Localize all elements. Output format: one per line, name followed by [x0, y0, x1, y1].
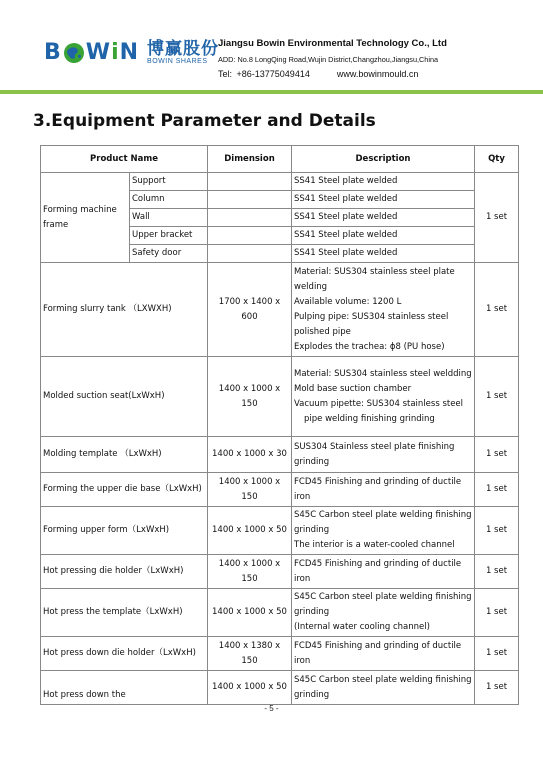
qty-cell: 1 set — [475, 555, 519, 589]
qty-cell: 1 set — [475, 589, 519, 637]
table-row — [41, 589, 519, 637]
header-divider — [0, 90, 543, 94]
description-cell: S45C Carbon steel plate welding finishing grinding — [292, 671, 475, 705]
qty-cell: 1 set — [475, 263, 519, 357]
table-row — [41, 473, 519, 507]
description-cell: SS41 Steel plate welded — [292, 173, 475, 191]
logo-chinese-name: 博赢股份 BOWIN SHARES — [147, 39, 220, 65]
description-cell: SS41 Steel plate welded — [292, 209, 475, 227]
description-line: S45C Carbon steel plate welding finishing grinding — [294, 510, 472, 535]
dimension-cell: 1400 x 1000 x 150 — [208, 473, 292, 507]
table-header-row — [41, 146, 519, 173]
part-cell: Wall — [130, 209, 208, 227]
part-cell: Safety door — [130, 245, 208, 263]
description-line: Available volume: 1200 L — [294, 296, 402, 307]
description-line: The interior is a water-cooled channel — [294, 540, 455, 550]
table-row — [41, 357, 519, 437]
company-name: Jiangsu Bowin Environmental Technology Co., Ltd — [218, 38, 447, 49]
description-line: Mold base suction chamber — [294, 383, 412, 394]
product-name-cell: Molding template （LxWxH) — [41, 437, 208, 473]
dimension-cell — [208, 191, 292, 209]
qty-cell: 1 set — [475, 357, 519, 437]
table-row — [41, 263, 519, 357]
header-dimension: Dimension — [208, 146, 292, 173]
product-name-cell: Hot press the template（LxWxH) — [41, 589, 208, 637]
company-address: ADD: No.8 LongQing Road,Wujin District,Changzhou,Jiangsu,China — [218, 55, 439, 64]
part-cell: Column — [130, 191, 208, 209]
qty-cell: 1 set — [475, 671, 519, 705]
description-line: Material: SUS304 stainless steel weldding — [294, 368, 472, 379]
qty-cell: 1 set — [475, 173, 519, 263]
website-link[interactable]: www.bowinmould.cn — [336, 69, 419, 79]
product-name-cell: Forming upper form（LxWxH) — [41, 507, 208, 555]
product-name-cell: Molded suction seat(LxWxH) — [41, 357, 208, 437]
description-line: Pulping pipe: SUS304 stainless steel polished pipe — [294, 311, 449, 337]
part-cell: Upper bracket — [130, 227, 208, 245]
table-row — [41, 671, 519, 705]
description-cell: FCD45 Finishing and grinding of ductile iron — [292, 555, 475, 589]
description-cell: SUS304 Stainless steel plate finishing grinding — [292, 437, 475, 473]
dimension-cell: 1400 x 1000 x 30 — [208, 437, 292, 473]
part-cell: Support — [130, 173, 208, 191]
dimension-cell — [208, 209, 292, 227]
qty-cell: 1 set — [475, 473, 519, 507]
logo-letters-win: WiN — [85, 40, 140, 65]
dimension-cell: 1400 x 1000 x 50 — [208, 507, 292, 555]
dimension-cell: 1400 x 1000 x 150 — [208, 555, 292, 589]
dimension-cell: 1400 x 1000 x 50 — [208, 589, 292, 637]
product-name-cell: Hot pressing die holder（LxWxH) — [41, 555, 208, 589]
description-line: S45C Carbon steel plate welding finishing grinding — [294, 592, 472, 617]
dimension-cell: 1400 x 1000 x 150 — [208, 357, 292, 437]
header-qty: Qty — [475, 146, 519, 173]
table-row — [41, 173, 519, 191]
qty-cell: 1 set — [475, 637, 519, 671]
description-cell: SS41 Steel plate welded — [292, 245, 475, 263]
dimension-cell: 1400 x 1000 x 50 — [208, 671, 292, 705]
company-logo — [44, 40, 219, 65]
dimension-cell — [208, 245, 292, 263]
description-cell: SS41 Steel plate welded — [292, 227, 475, 245]
page-number: - 5 - — [264, 704, 279, 713]
dimension-cell: 1400 x 1380 x 150 — [208, 637, 292, 671]
header-description: Description — [292, 146, 475, 173]
description-cell — [292, 589, 475, 637]
equipment-table — [40, 145, 519, 705]
product-name-cell: Forming machine frame — [41, 173, 130, 263]
table-row — [41, 507, 519, 555]
table-row — [41, 437, 519, 473]
contact-line — [218, 69, 418, 79]
description-cell — [292, 357, 475, 437]
header-product-name: Product Name — [41, 146, 208, 173]
description-line: pipe welding finishing grinding — [304, 413, 435, 424]
dimension-cell — [208, 227, 292, 245]
product-name-cell: Forming slurry tank （LXWXH) — [41, 263, 208, 357]
page-header — [0, 0, 543, 95]
product-name-cell: Forming the upper die base（LxWxH) — [41, 473, 208, 507]
description-cell — [292, 507, 475, 555]
description-line: Explodes the trachea: ɸ8 (PU hose) — [294, 341, 445, 352]
qty-cell: 1 set — [475, 437, 519, 473]
dimension-cell: 1700 x 1400 x 600 — [208, 263, 292, 357]
product-name-cell: Hot press down the — [41, 671, 208, 705]
table-row — [41, 637, 519, 671]
description-cell: FCD45 Finishing and grinding of ductile iron — [292, 637, 475, 671]
table-row — [41, 555, 519, 589]
description-cell — [292, 263, 475, 357]
section-title: 3.Equipment Parameter and Details — [33, 111, 376, 131]
description-cell: FCD45 Finishing and grinding of ductile iron — [292, 473, 475, 507]
description-line: (Internal water cooling channel) — [294, 622, 430, 632]
globe-icon — [63, 42, 85, 64]
description-line: Material: SUS304 stainless steel plate welding — [294, 266, 455, 292]
logo-letter-b: B — [44, 40, 62, 65]
description-cell: SS41 Steel plate welded — [292, 191, 475, 209]
telephone: Tel: +86-13775049414 — [218, 69, 310, 79]
description-line: Vacuum pipette: SUS304 stainless steel — [294, 398, 464, 409]
dimension-cell — [208, 173, 292, 191]
product-name-cell: Hot press down die holder（LxWxH) — [41, 637, 208, 671]
qty-cell: 1 set — [475, 507, 519, 555]
